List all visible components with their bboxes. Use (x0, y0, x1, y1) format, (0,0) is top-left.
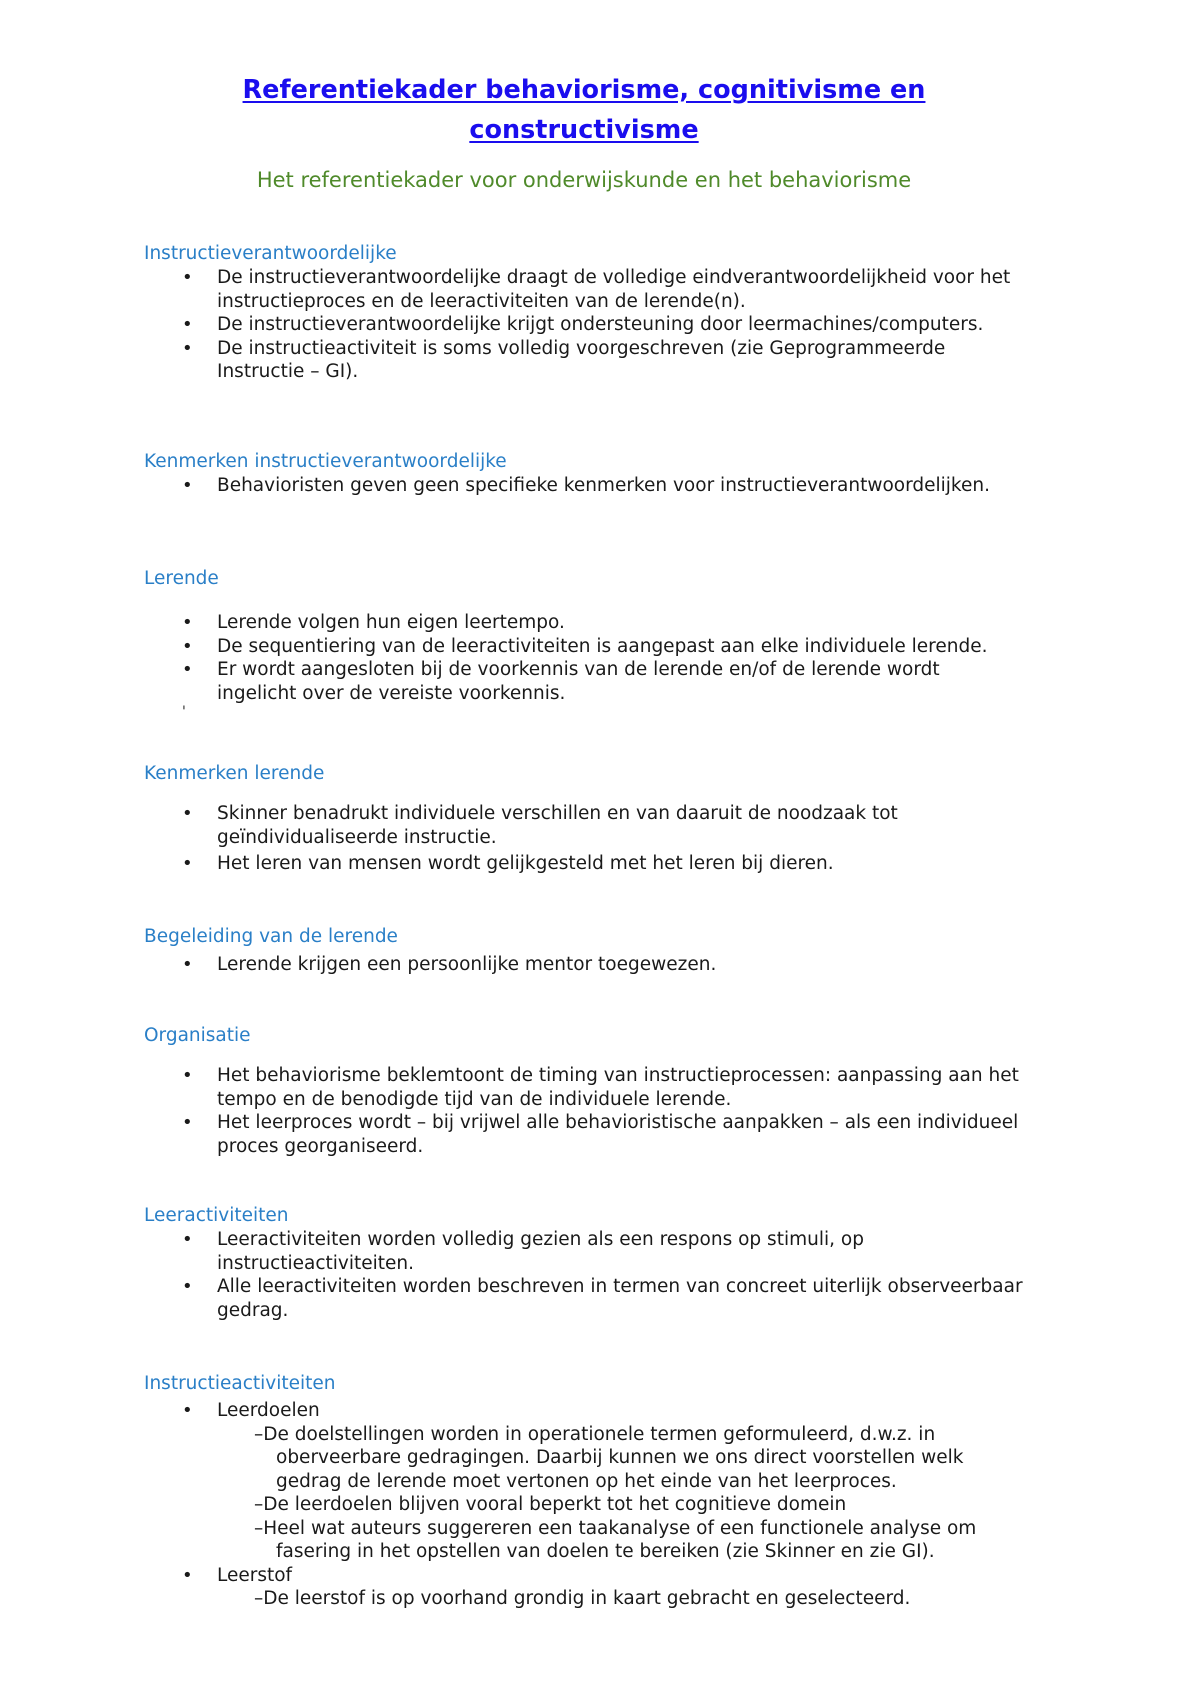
bullet-list (144, 611, 1024, 705)
list-item (144, 1275, 1024, 1322)
document-subtitle: Het referentiekader voor onderwijskunde en het behaviorisme (256, 168, 912, 192)
sub-item: –De leerstof is op voorhand grondig in kaart gebracht en geselecteerd. (254, 1588, 911, 1609)
bullet-icon: • (182, 267, 193, 288)
list-item (144, 1564, 1024, 1611)
list-item-text: De sequentiering van de leeractiviteiten is aangepast aan elke individuele lerende. (217, 635, 988, 657)
bullet-icon: • (182, 635, 193, 657)
bullet-icon: • (182, 1112, 193, 1133)
list-item (144, 337, 1024, 384)
section-organisatie (144, 1024, 1024, 1158)
document-title-link[interactable]: Referentiekader behaviorisme, cognitivisme en constructivisme (242, 75, 926, 145)
section-kenmerken-instructieverantwoordelijke (144, 450, 1024, 498)
list-item-text: De instructieverantwoordelijke krijgt ondersteuning door leermachines/computers. (217, 314, 984, 335)
bullet-icon: • (182, 612, 193, 633)
section-heading: Lerende (144, 568, 219, 589)
bullet-icon: • (182, 1276, 193, 1297)
list-item-text: Het leren van mensen wordt gelijkgesteld met het leren bij dieren. (217, 853, 834, 874)
list-item (144, 635, 1024, 659)
bullet-list (144, 1064, 1024, 1158)
list-item (144, 953, 1024, 977)
document-page (144, 70, 1024, 194)
list-item-text: De instructieverantwoordelijke draagt de volledige eindverantwoordelijkheid voor het instructieproces en de leeractiviteiten van de lerende(n). (217, 267, 1011, 312)
sub-item: –De doelstellingen worden in operationele termen geformuleerd, d.w.z. in oberveerbare gedragingen. Daarbij kunnen we ons direct voorstellen welk gedrag de lerende moet vertonen op het einde van het leerproces. (254, 1423, 964, 1492)
bullet-list (144, 266, 1024, 384)
list-item (144, 1064, 1024, 1111)
bullet-list (144, 474, 1024, 498)
list-item-label: Leerstof (217, 1564, 293, 1586)
bullet-icon: • (182, 954, 193, 975)
list-item (144, 313, 1024, 337)
list-item-text: Er wordt aangesloten bij de voorkennis van de lerende en/of de lerende wordt ingelicht over de vereiste voorkennis. (217, 659, 940, 704)
list-item-text: Behavioristen geven geen specifieke kenmerken voor instructieverantwoordelijken. (217, 475, 990, 496)
section-heading: Begeleiding van de lerende (144, 926, 398, 947)
stray-mark: ' (182, 704, 186, 720)
bullet-icon: • (182, 659, 193, 680)
list-item (144, 611, 1024, 635)
sub-item: –Heel wat auteurs suggereren een taakanalyse of een functionele analyse om fasering in het opstellen van doelen te bereiken (zie Skinner en zie GI). (254, 1517, 977, 1562)
bullet-icon: • (182, 1400, 193, 1421)
list-item-text: Leeractiviteiten worden volledig gezien als een respons op stimuli, op instructieactiviteiten. (217, 1229, 864, 1274)
list-item (144, 1111, 1024, 1158)
list-item-label: Leerdoelen (217, 1400, 320, 1421)
bullet-list (144, 802, 1024, 876)
bullet-icon: • (182, 853, 193, 874)
list-item-text: Het leerproces wordt – bij vrijwel alle behavioristische aanpakken – als een individueel proces georganiseerd. (217, 1112, 1019, 1157)
list-item (144, 658, 1024, 705)
bullet-list (144, 1399, 1024, 1611)
section-begeleiding (144, 925, 1024, 977)
document-title (144, 70, 1024, 150)
section-heading: Leeractiviteiten (144, 1205, 289, 1226)
bullet-icon: • (182, 475, 193, 496)
sub-item: –De leerdoelen blijven vooral beperkt tot het cognitieve domein (254, 1494, 847, 1515)
list-item (144, 474, 1024, 498)
list-item (144, 852, 1024, 876)
list-item-text: Het behaviorisme beklemtoont de timing van instructieprocessen: aanpassing aan het tempo en de benodigde tijd van de individuele lerende. (217, 1065, 1019, 1110)
section-kenmerken-lerende (144, 762, 1024, 876)
list-item (144, 1399, 1024, 1564)
section-heading: Kenmerken instructieverantwoordelijke (144, 451, 507, 472)
section-lerende (144, 567, 1024, 719)
section-heading: Kenmerken lerende (144, 763, 325, 784)
bullet-icon: • (182, 1564, 193, 1586)
section-leeractiviteiten (144, 1204, 1024, 1322)
section-instructieactiviteiten (144, 1372, 1024, 1611)
bullet-icon: • (182, 314, 193, 335)
list-item-text: Lerende krijgen een persoonlijke mentor toegewezen. (217, 954, 717, 975)
list-item-text: De instructieactiviteit is soms volledig voorgeschreven (zie Geprogrammeerde Instructie – GI). (217, 337, 946, 382)
list-item-text: Alle leeractiviteiten worden beschreven in termen van concreet uiterlijk observeerbaar gedrag. (217, 1276, 1023, 1321)
bullet-icon: • (182, 337, 193, 359)
bullet-list (144, 953, 1024, 977)
section-heading: Organisatie (144, 1025, 251, 1046)
section-instructieverantwoordelijke (144, 242, 1024, 384)
list-item (144, 266, 1024, 313)
bullet-list (144, 1228, 1024, 1322)
bullet-icon: • (182, 803, 193, 824)
bullet-icon: • (182, 1229, 193, 1250)
section-heading: Instructieverantwoordelijke (144, 243, 397, 264)
list-item (144, 1228, 1024, 1275)
bullet-icon: • (182, 1065, 193, 1086)
list-item-text: Skinner benadrukt individuele verschillen en van daaruit de noodzaak tot geïndividualiseerde instructie. (217, 803, 898, 848)
list-item-text: Lerende volgen hun eigen leertempo. (217, 612, 565, 633)
section-heading: Instructieactiviteiten (144, 1373, 336, 1394)
list-item (144, 802, 1024, 849)
